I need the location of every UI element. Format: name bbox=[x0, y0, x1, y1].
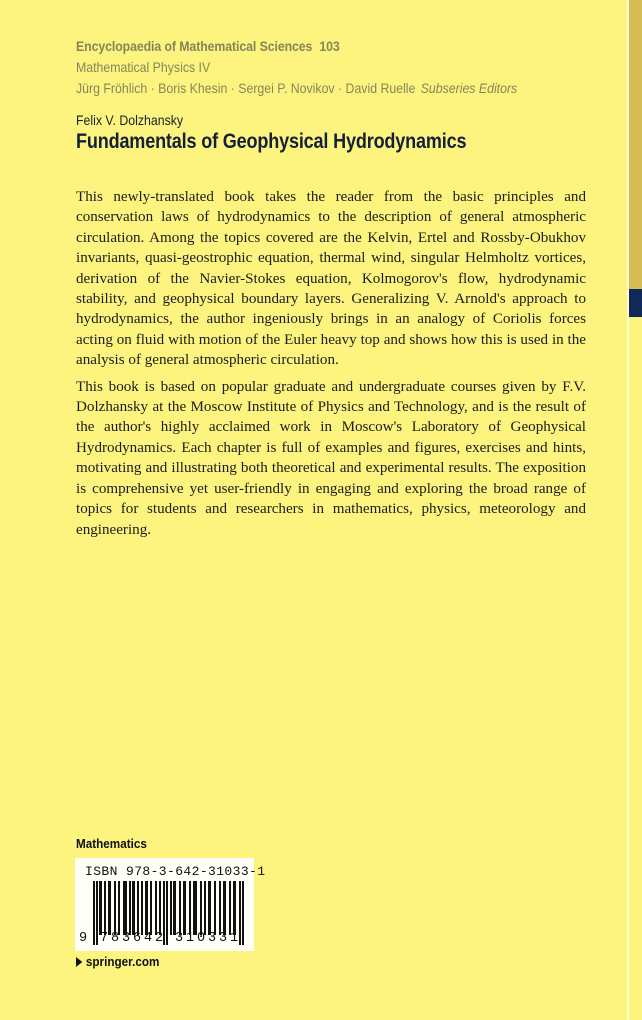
barcode-bar bbox=[208, 881, 211, 935]
barcode-bar bbox=[155, 881, 157, 935]
barcode-bar bbox=[118, 881, 120, 935]
spine-light-band bbox=[629, 317, 642, 1020]
barcode-bar bbox=[183, 881, 186, 935]
barcode-bar bbox=[219, 881, 221, 935]
book-description bbox=[76, 187, 586, 546]
publisher-link[interactable] bbox=[76, 954, 159, 969]
barcode-bar bbox=[193, 881, 197, 935]
series-editors-line bbox=[76, 78, 517, 99]
barcode-bar bbox=[145, 881, 148, 935]
barcode-digit: 8 bbox=[111, 931, 120, 946]
barcode-digit: 3 bbox=[175, 931, 184, 946]
spine-edge bbox=[627, 0, 642, 1020]
barcode-digit: 4 bbox=[144, 931, 153, 946]
barcode-bar bbox=[96, 881, 98, 945]
barcode-bar bbox=[223, 881, 226, 935]
barcode-bar bbox=[173, 881, 176, 935]
series-block bbox=[76, 36, 517, 99]
spine-tan-band bbox=[629, 0, 642, 289]
barcode-bar bbox=[129, 881, 131, 935]
description-paragraph: This newly-translated book takes the reader from the basic principles and conservation laws of hydrodynamics to the description of general atmospheric circulation. Among the topics covered are the Kelvin, Ertel and Rossby-Obukhov invariants, quasi-geostrophic equation, thermal wind, singular Helmholtz vortices, derivation of the Navier-Stokes equation, Kolmogorov's flow, hydrodynamic stability, and geophysical boundary layers. Generalizing V. Arnold's approach to hydrodynamics, the author ingeniously brings in an analogy of Coriolis forces acting on fluid with motion of the Euler heavy top and shows how this is used in the analysis of general atmospheric circulation. bbox=[76, 189, 586, 369]
barcode-bar bbox=[132, 881, 135, 935]
series-volume: 103 bbox=[319, 38, 340, 54]
book-title: Fundamentals of Geophysical Hydrodynamics bbox=[76, 130, 467, 153]
barcode-digit: 2 bbox=[155, 931, 164, 946]
series-editors: Jürg Fröhlich · Boris Khesin · Sergei P. Novikov · David Ruelle bbox=[76, 80, 416, 96]
barcode-bar bbox=[104, 881, 106, 935]
subseries-name: Mathematical Physics IV bbox=[76, 59, 211, 75]
spine-navy-band bbox=[629, 289, 642, 317]
barcode-bar bbox=[239, 881, 241, 945]
barcode-digit: 1 bbox=[230, 931, 239, 946]
barcode-digit: 1 bbox=[186, 931, 195, 946]
barcode-digit: 6 bbox=[133, 931, 142, 946]
barcode-bar bbox=[159, 881, 161, 935]
barcode-bar bbox=[166, 881, 168, 945]
triangle-right-icon bbox=[76, 957, 82, 967]
isbn-barcode bbox=[75, 858, 266, 951]
barcode-bar bbox=[99, 881, 102, 935]
editors-role: Subseries Editors bbox=[420, 80, 518, 96]
barcode-bar bbox=[233, 881, 236, 935]
barcode-bar bbox=[108, 881, 111, 935]
series-title-line bbox=[76, 36, 517, 57]
series-name: Encyclopaedia of Mathematical Sciences bbox=[76, 38, 313, 54]
barcode-digit: 0 bbox=[197, 931, 206, 946]
book-author: Felix V. Dolzhansky bbox=[76, 112, 184, 128]
barcode-bar bbox=[200, 881, 202, 935]
barcode-bar bbox=[123, 881, 127, 935]
barcode-bar bbox=[150, 881, 152, 935]
barcode-bar bbox=[189, 881, 191, 935]
barcode-bar bbox=[179, 881, 181, 935]
barcode-bar bbox=[141, 881, 143, 935]
barcode-digit: 3 bbox=[219, 931, 228, 946]
barcode-bar bbox=[229, 881, 231, 935]
barcode-digit: 3 bbox=[122, 931, 131, 946]
description-paragraph: This book is based on popular graduate and undergraduate courses given by F.V. Dolzhansky at the Moscow Institute of Physics and Technology, and is the result of the author's highly acclaimed work in Moscow's Laboratory of Geophysical Hydrodynamics. Each chapter is full of examples and figures, exercises and hints, motivating and illustrating both theoretical and experimental results. The exposition is comprehensive yet user-friendly in engaging and exploring the broad range of topics for students and researchers in mathematics, physics, meteorology and engineering. bbox=[76, 378, 586, 538]
barcode-digit: 3 bbox=[208, 931, 217, 946]
subject-label: Mathematics bbox=[76, 836, 147, 851]
publisher-website: springer.com bbox=[85, 954, 160, 969]
barcode-bar bbox=[93, 881, 95, 945]
barcode-bar bbox=[170, 881, 172, 935]
barcode-bar bbox=[204, 881, 206, 935]
barcode-bar bbox=[137, 881, 139, 935]
barcode-bar bbox=[114, 881, 116, 935]
barcode-bar bbox=[242, 881, 244, 945]
isbn-label: ISBN 978-3-642-31033-1 bbox=[85, 864, 266, 879]
barcode-bar bbox=[214, 881, 216, 935]
barcode-bar bbox=[163, 881, 165, 945]
barcode-digit: 9 bbox=[79, 931, 88, 946]
barcode-digit: 7 bbox=[100, 931, 109, 946]
